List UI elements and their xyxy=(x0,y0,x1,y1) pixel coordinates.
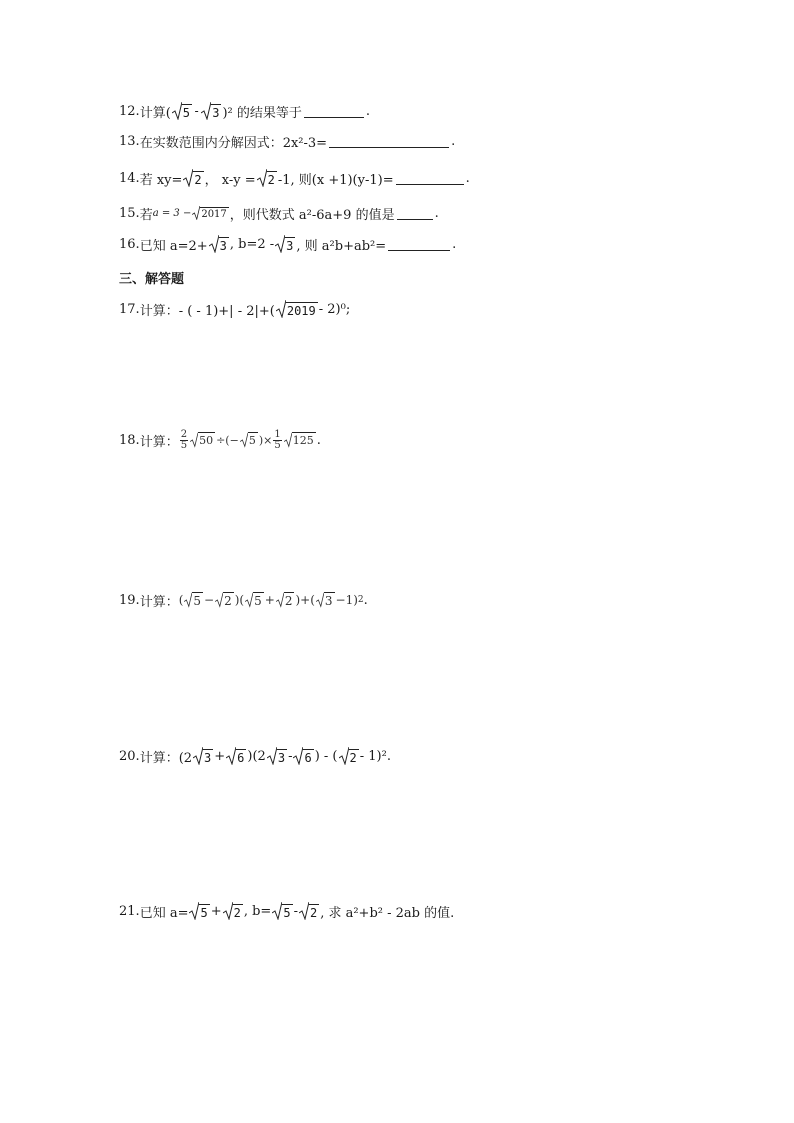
question-text: , 则 a²b+ab²= xyxy=(296,238,387,254)
question-21 xyxy=(119,901,454,921)
radicand: 5 xyxy=(182,106,190,120)
sqrt-symbol xyxy=(293,747,313,765)
radicand: 2019 xyxy=(286,304,316,318)
question-text: ， x-y = xyxy=(204,172,256,188)
question-text: , b=2 - xyxy=(229,236,275,252)
radicand: 5 xyxy=(254,594,262,608)
answer-blank[interactable] xyxy=(329,135,449,148)
radicand: 3 xyxy=(277,751,286,765)
radicand: 2 xyxy=(309,906,318,920)
question-15 xyxy=(119,203,439,223)
operator: ) - ( xyxy=(314,748,338,764)
sqrt-symbol xyxy=(275,235,295,253)
operator: )(2 xyxy=(247,748,266,764)
question-number: 20. xyxy=(119,748,140,764)
fraction: $\frac{1}{5}$ xyxy=(274,428,281,451)
question-text: )² 的结果等于 xyxy=(222,105,302,121)
question-number: 18. xyxy=(119,432,140,448)
period: . xyxy=(452,236,457,252)
question-12 xyxy=(119,101,370,121)
question-text: -1, 则(x +1)(y-1)= xyxy=(277,172,394,188)
question-number: 15. xyxy=(119,205,140,221)
operator: )× xyxy=(258,433,273,447)
radicand: 125 xyxy=(292,434,314,447)
radicand: 3 xyxy=(204,751,212,765)
period: . xyxy=(365,103,371,119)
radicand: 6 xyxy=(304,751,312,765)
question-text: 计算： xyxy=(139,594,179,610)
sqrt-symbol xyxy=(189,902,209,920)
sqrt-symbol xyxy=(245,592,264,608)
fraction: $\frac{2}{5}$ xyxy=(180,428,188,451)
radicand: 2 xyxy=(224,594,232,608)
question-13 xyxy=(119,131,455,151)
sqrt-symbol xyxy=(183,169,203,187)
operator: - xyxy=(293,903,298,919)
operator: + xyxy=(210,903,222,919)
period: . xyxy=(451,133,456,149)
question-text: - 2)⁰; xyxy=(318,301,351,317)
question-text: 计算：- ( - 1)+| - 2|+( xyxy=(139,303,275,319)
answer-blank[interactable] xyxy=(304,105,364,118)
sqrt-symbol xyxy=(299,902,319,920)
question-text: , 求 a²+b² - 2ab 的值. xyxy=(320,905,455,921)
radicand: 5 xyxy=(248,434,256,447)
question-text: 计算：(2 xyxy=(139,750,193,766)
radicand: 2 xyxy=(267,173,275,187)
period: . xyxy=(434,205,439,221)
answer-blank[interactable] xyxy=(397,207,433,220)
radicand: 3 xyxy=(324,594,333,608)
question-text: , b= xyxy=(243,903,272,919)
radicand: 3 xyxy=(219,239,227,253)
radicand: 5 xyxy=(283,906,291,920)
sqrt-symbol xyxy=(172,102,192,120)
question-text: 计算： xyxy=(139,434,179,450)
radicand: 5 xyxy=(193,594,202,608)
question-17 xyxy=(119,299,350,319)
question-text: 若 xy= xyxy=(139,172,183,188)
operator: - xyxy=(288,748,293,764)
question-19 xyxy=(119,590,368,610)
question-number: 21. xyxy=(119,903,140,919)
radicand: 2 xyxy=(349,751,357,765)
question-text: 若 xyxy=(139,207,153,223)
question-16 xyxy=(119,234,456,254)
sqrt-symbol xyxy=(190,432,215,448)
radicand: 3 xyxy=(286,239,294,253)
question-number: 12. xyxy=(119,103,140,119)
sqrt-symbol xyxy=(272,902,292,920)
question-text: 已知 a= xyxy=(139,905,189,921)
answer-blank[interactable] xyxy=(388,238,450,251)
sqrt-symbol xyxy=(226,747,246,765)
period: . xyxy=(316,432,321,448)
equation-image-text: a = 3 − xyxy=(152,207,192,219)
sqrt-symbol xyxy=(284,432,316,448)
question-14 xyxy=(119,168,470,188)
sqrt-symbol xyxy=(276,300,318,318)
question-text: 已知 a=2+ xyxy=(139,238,208,254)
radicand: 50 xyxy=(199,434,214,447)
radicand: 2 xyxy=(233,906,241,920)
section-heading: 三、解答题 xyxy=(119,271,185,287)
radicand: 2017 xyxy=(201,209,227,220)
sqrt-symbol xyxy=(201,102,221,120)
question-text: - 1)². xyxy=(359,748,391,764)
sqrt-symbol xyxy=(276,592,295,608)
sqrt-symbol xyxy=(193,747,213,765)
period: . xyxy=(363,592,368,608)
sqrt-symbol xyxy=(339,747,359,765)
sqrt-symbol xyxy=(257,169,277,187)
question-text: 在实数范围内分解因式：2x²-3= xyxy=(139,135,328,151)
sqrt-symbol xyxy=(215,592,234,608)
expression-image: ( 5 − 2 )( 5 + 2 )+( 3 −1) 2 xyxy=(178,593,364,608)
question-number: 17. xyxy=(119,301,140,317)
sqrt-symbol xyxy=(192,206,228,220)
question-text: ，则代数式 a²-6a+9 的值是 xyxy=(229,207,395,223)
radicand: 6 xyxy=(237,751,245,765)
sqrt-symbol xyxy=(209,235,229,253)
question-18 xyxy=(119,427,321,453)
radicand: 2 xyxy=(194,173,202,187)
radicand: 2 xyxy=(284,594,293,608)
question-number: 13. xyxy=(119,133,140,149)
period: . xyxy=(465,170,470,186)
operator: ÷(− xyxy=(216,433,239,447)
question-number: 16. xyxy=(119,236,140,252)
sqrt-symbol xyxy=(223,902,243,920)
operator: - xyxy=(193,104,201,118)
question-20 xyxy=(119,746,391,766)
answer-blank[interactable] xyxy=(396,172,464,185)
sqrt-symbol xyxy=(240,432,258,448)
radicand: 5 xyxy=(200,906,208,920)
question-number: 19. xyxy=(119,592,140,608)
question-text: 计算( xyxy=(139,105,171,121)
sqrt-symbol xyxy=(184,592,203,608)
radicand: 3 xyxy=(212,106,220,120)
expression-image xyxy=(179,430,317,451)
question-number: 14. xyxy=(119,170,140,186)
operator: + xyxy=(214,748,226,764)
sqrt-symbol xyxy=(316,592,335,608)
sqrt-symbol xyxy=(267,747,287,765)
